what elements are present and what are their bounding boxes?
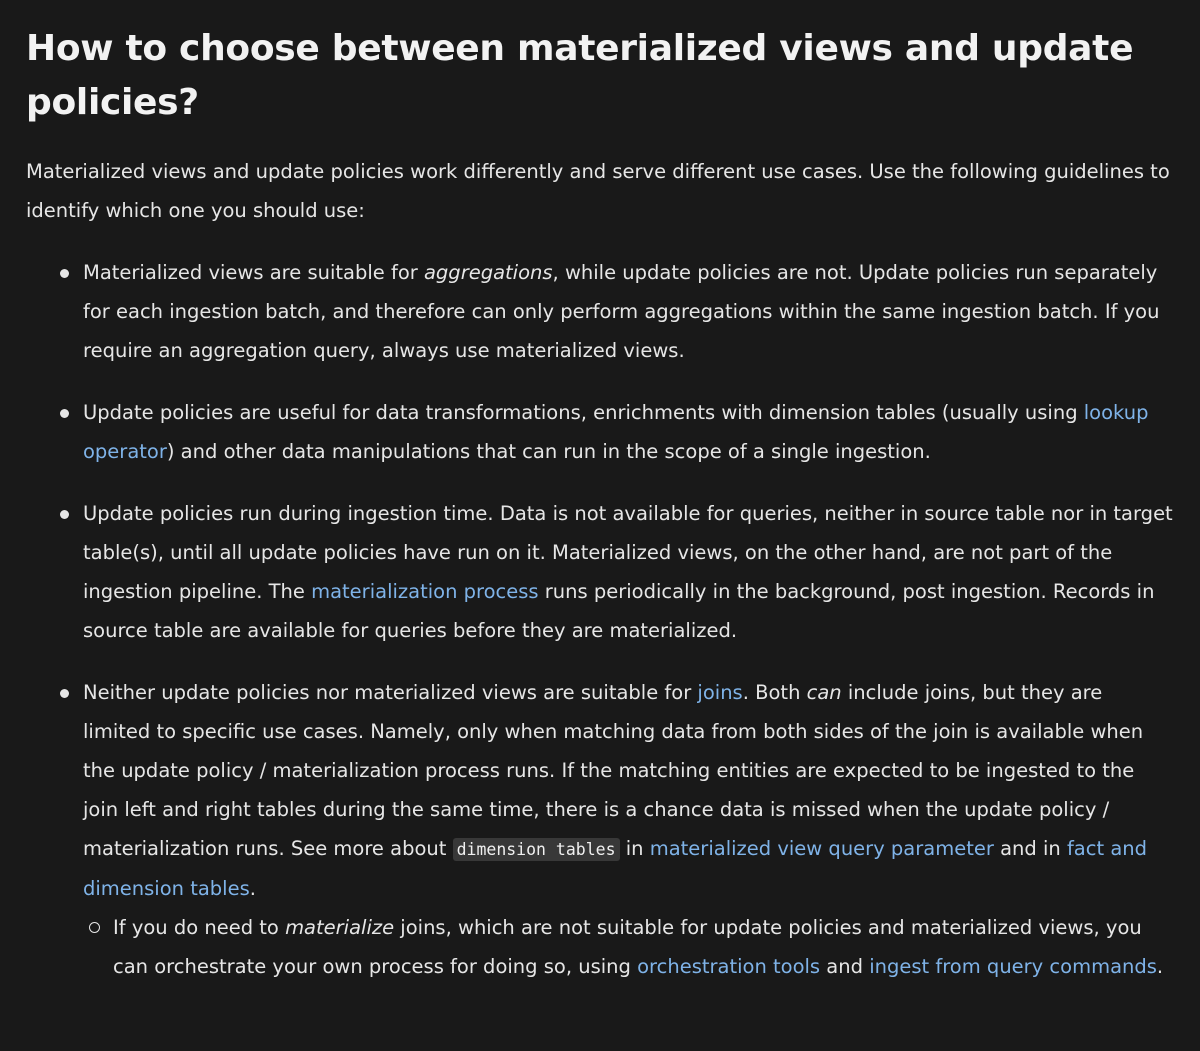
page-title: How to choose between materialized views and update policies?	[26, 28, 1134, 123]
emphasis-can: can	[806, 681, 842, 704]
text-segment: , while update policies are not. Update policies run separately for each ingestion batch, and therefore can only perform aggregations within the same ingestion batch. If you require an aggregation query, always use materialized views.	[83, 261, 1160, 362]
emphasis-aggregations: aggregations	[423, 261, 553, 284]
list-item-joins	[83, 673, 1174, 986]
text-segment: include joins, but they are limited to specific use cases. Namely, only when matching data from both sides of the join is available when the update policy / materialization process runs. If the matching entities are expected to be ingested to the join left and right tables during the same time, there is a chance data is missed when the update policy / materialization runs. See more about	[83, 681, 1144, 860]
text-segment: Neither update policies nor materialized views are suitable for	[83, 681, 698, 704]
intro-paragraph: Materialized views and update policies work differently and serve different use cases. Use the following guidelines to identify which one you should use:	[26, 160, 1170, 222]
link-materialized-view-query-parameter[interactable]: materialized view query parameter	[649, 837, 994, 860]
text-segment: joins, which are not suitable for update policies and materialized views, you can orchestrate your own process for doing so, using	[113, 916, 1142, 978]
link-joins[interactable]: joins	[697, 681, 743, 704]
list-item-transformations	[83, 393, 1174, 471]
link-fact-and-dimension-tables[interactable]: fact and dimension tables	[83, 837, 1148, 900]
list-item-ingestion-time	[83, 494, 1174, 650]
text-segment: and	[820, 955, 870, 978]
link-ingest-from-query-commands[interactable]: ingest from query commands	[869, 955, 1157, 978]
text-segment: ) and other data manipulations that can run in the scope of a single ingestion.	[166, 440, 931, 463]
link-orchestration-tools[interactable]: orchestration tools	[637, 955, 821, 978]
link-materialization-process[interactable]: materialization process	[311, 580, 539, 603]
text-segment: . Both	[742, 681, 807, 704]
text-segment: Materialized views are suitable for	[83, 261, 424, 284]
text-segment: and in	[993, 837, 1067, 860]
guidelines-list	[26, 253, 1174, 986]
text-segment: .	[249, 877, 256, 900]
link-lookup-operator[interactable]: lookup operator	[83, 401, 1149, 463]
sub-list-item-materialize-joins	[113, 908, 1174, 986]
text-segment: Update policies are useful for data transformations, enrichments with dimension tables (usually using	[83, 401, 1084, 424]
emphasis-materialize: materialize	[285, 916, 395, 939]
text-segment: runs periodically in the background, post ingestion. Records in source table are available for queries before they are materialized.	[83, 580, 1155, 642]
text-segment: Update policies run during ingestion time. Data is not available for queries, neither in source table nor in target table(s), until all update policies have run on it. Materialized views, on the other hand, are not part of the ingestion pipeline. The	[83, 502, 1173, 603]
text-segment: in	[619, 837, 650, 860]
sub-list	[83, 908, 1174, 986]
inline-code-dimension-tables: dimension tables	[453, 838, 620, 861]
text-segment: .	[1156, 955, 1164, 978]
text-segment: If you do need to	[113, 916, 286, 939]
list-item-aggregations	[83, 253, 1174, 370]
